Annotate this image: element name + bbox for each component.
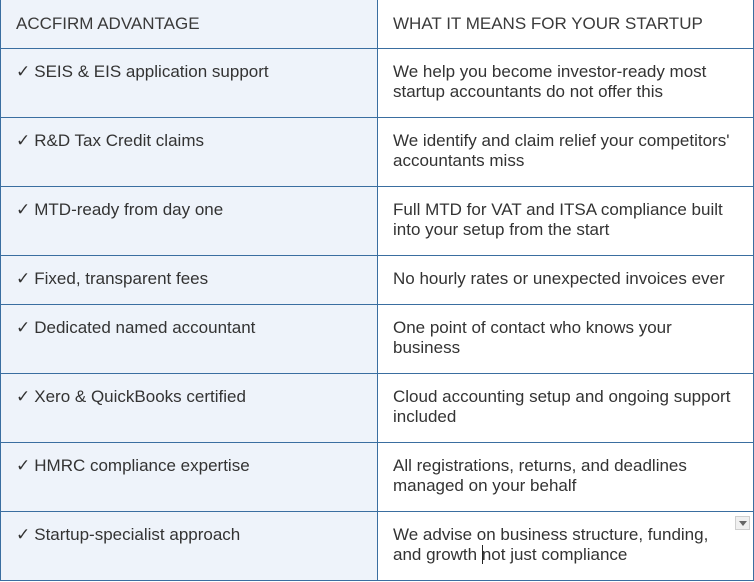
table-row (1, 374, 754, 443)
checkmark-icon: ✓ (16, 131, 31, 150)
table-row (1, 187, 754, 256)
checkmark-icon: ✓ (16, 62, 31, 81)
advantage-cell[interactable] (1, 305, 378, 374)
advantage-text: Fixed, transparent fees (34, 269, 209, 288)
checkmark-icon: ✓ (16, 318, 31, 337)
checkmark-icon: ✓ (16, 269, 31, 288)
meaning-cell[interactable] (378, 256, 754, 305)
table-row (1, 512, 754, 581)
advantage-cell[interactable] (1, 256, 378, 305)
meaning-cell-active[interactable] (378, 512, 754, 581)
advantage-text: R&D Tax Credit claims (34, 131, 204, 150)
advantage-cell[interactable] (1, 374, 378, 443)
meaning-cell[interactable] (378, 374, 754, 443)
advantage-cell[interactable] (1, 187, 378, 256)
checkmark-icon: ✓ (16, 387, 31, 406)
checkmark-icon: ✓ (16, 525, 31, 544)
table-row (1, 49, 754, 118)
meaning-text: No hourly rates or unexpected invoices ever (393, 269, 725, 288)
dropdown-arrow-icon (739, 521, 747, 526)
header-meaning-label: WHAT IT MEANS FOR YOUR STARTUP (393, 14, 703, 33)
table-row (1, 256, 754, 305)
advantage-cell[interactable] (1, 49, 378, 118)
meaning-text: Cloud accounting setup and ongoing support included (393, 387, 731, 426)
advantage-text: Xero & QuickBooks certified (34, 387, 246, 406)
table-row (1, 118, 754, 187)
advantage-text: Dedicated named accountant (34, 318, 256, 337)
meaning-cell[interactable] (378, 118, 754, 187)
advantage-text: MTD-ready from day one (34, 200, 224, 219)
advantage-cell[interactable] (1, 118, 378, 187)
advantage-cell[interactable] (1, 443, 378, 512)
header-advantage-label: ACCFIRM ADVANTAGE (16, 14, 200, 33)
checkmark-icon: ✓ (16, 200, 31, 219)
header-row (1, 0, 754, 49)
header-cell-meaning[interactable] (378, 0, 754, 49)
advantage-text: HMRC compliance expertise (34, 456, 250, 475)
advantage-cell[interactable] (1, 512, 378, 581)
meaning-cell[interactable] (378, 187, 754, 256)
meaning-text: We help you become investor-ready most startup accountants do not offer this (393, 62, 707, 101)
advantage-text: SEIS & EIS application support (34, 62, 269, 81)
meaning-text: All registrations, returns, and deadlines managed on your behalf (393, 456, 687, 495)
cell-options-dropdown-button[interactable] (735, 516, 750, 530)
meaning-text: Full MTD for VAT and ITSA compliance built into your setup from the start (393, 200, 723, 239)
meaning-cell[interactable] (378, 443, 754, 512)
meaning-text-before-cursor: We advise on business structure, funding, and growth (393, 525, 709, 564)
table-row (1, 443, 754, 512)
meaning-text: One point of contact who knows your business (393, 318, 672, 357)
meaning-text: We identify and claim relief your competitors' accountants miss (393, 131, 730, 170)
checkmark-icon: ✓ (16, 456, 31, 475)
advantage-text: Startup-specialist approach (34, 525, 241, 544)
meaning-text-after-cursor: not just compliance (481, 545, 628, 564)
header-cell-advantage[interactable] (1, 0, 378, 49)
meaning-cell[interactable] (378, 49, 754, 118)
table-row (1, 305, 754, 374)
meaning-cell[interactable] (378, 305, 754, 374)
